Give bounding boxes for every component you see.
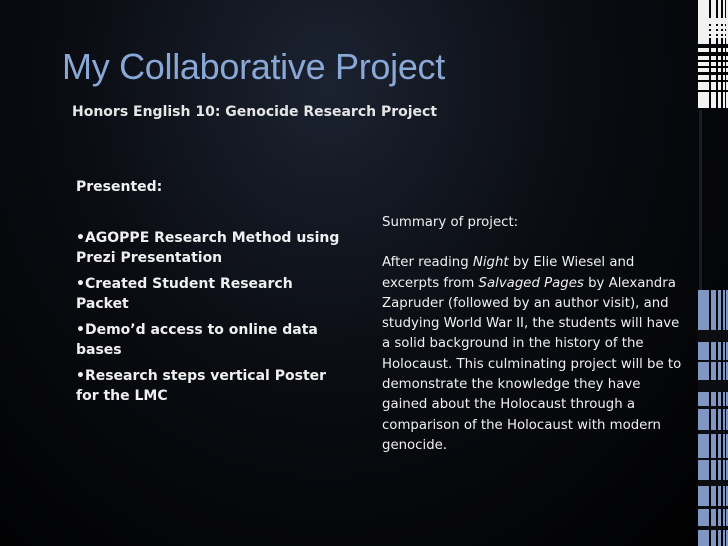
summary-paragraph — [382, 253, 682, 456]
summary-heading: Summary of project: — [382, 215, 519, 230]
summary-text-3: by Alexandra Zapruder (followed by an author visit), and studying World War II, the students will have a solid background in the history of the Holocaust. This culminating project will be to demonstrate the knowledge they have gained about the Holocaust through a comparison of the Holocaust with modern genocide. — [382, 275, 682, 453]
edge-bars-blue — [698, 290, 728, 546]
bullet-item: •Research steps vertical Poster for the LMC — [76, 368, 327, 404]
bullet-item: •AGOPPE Research Method using Prezi Presentation — [76, 230, 340, 266]
slide-subtitle: Honors English 10: Genocide Research Project — [72, 104, 438, 120]
bullet-item: •Created Student Research Packet — [76, 276, 293, 312]
edge-bars-white — [698, 0, 728, 108]
book-title-salvaged-pages: Salvaged Pages — [478, 275, 584, 291]
summary-column — [382, 213, 682, 456]
presented-heading: Presented: — [76, 179, 163, 195]
slide-title: My Collaborative Project — [62, 46, 445, 87]
summary-text-1: After reading — [382, 255, 473, 271]
bullet-item: •Demo’d access to online data bases — [76, 322, 318, 358]
presented-column — [76, 177, 346, 412]
book-title-night: Night — [472, 255, 509, 271]
summary-text-2: by Elie Wiesel and excerpts from — [382, 255, 635, 291]
